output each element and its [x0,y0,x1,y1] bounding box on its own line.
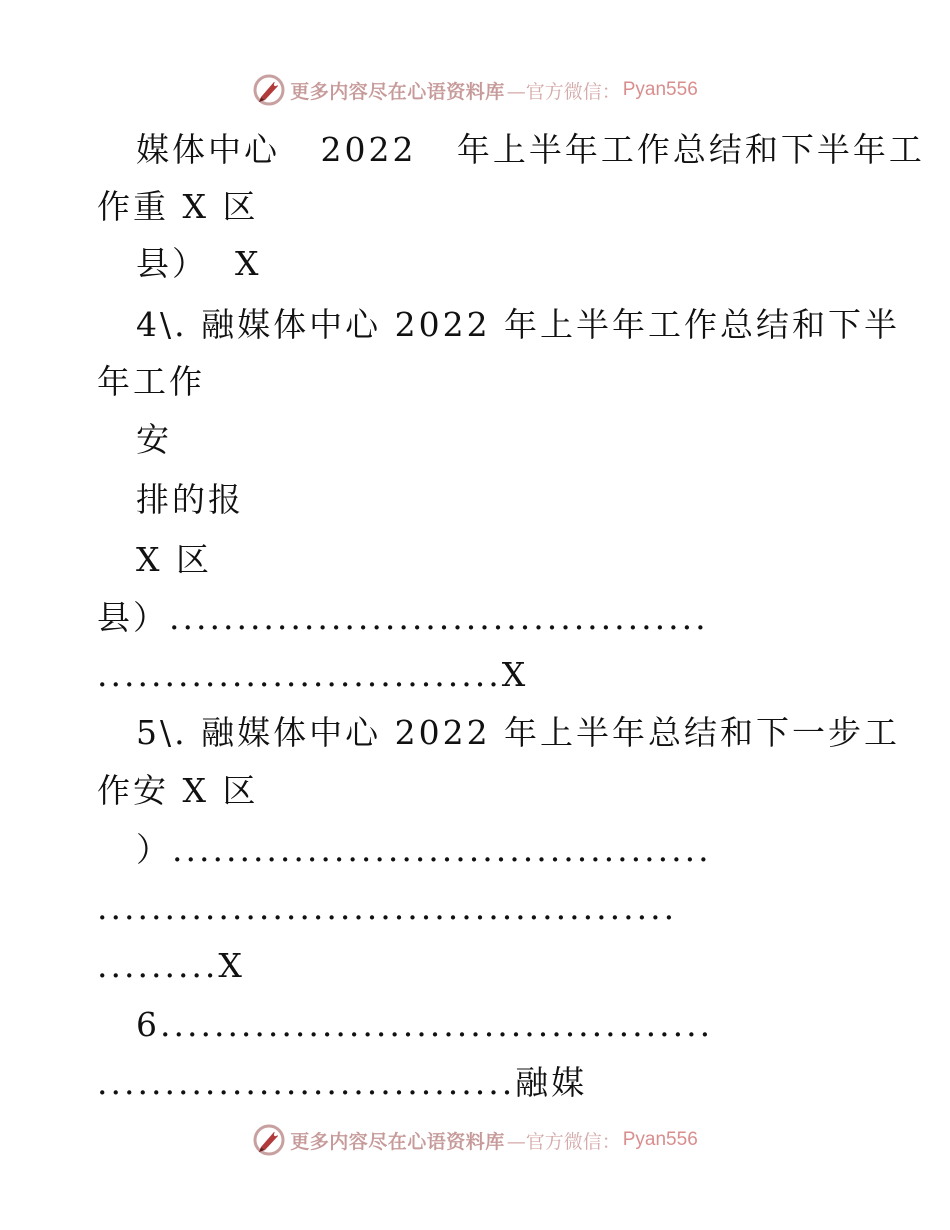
text-line: 年工作 [97,362,205,401]
text-line: ..............................X [97,655,529,694]
text-line: 5\. 融媒体中心 2022 年上半年总结和下一步工 [136,713,901,752]
watermark-text-wechat: —官方微信： [506,1130,621,1153]
pen-logo-icon [252,1123,286,1157]
watermark-text: 更多内容尽在心语资料库 [290,1130,505,1153]
text-line: 媒体中心 2022 年上半年工作总结和下半年工 [136,130,925,169]
footer-watermark [0,1120,950,1160]
watermark-text: 更多内容尽在心语资料库 [290,80,505,103]
watermark-wechat-id: Pyan556 [622,1129,698,1150]
text-line: 作安 X 区 [97,771,259,810]
text-line: 县）........................................ [97,598,709,637]
text-line: ........................................... [97,888,678,927]
text-line: 安 [136,420,172,459]
text-line: 县） X [136,244,262,283]
watermark-wechat-id: Pyan556 [622,79,698,100]
text-line: 排的报 [136,480,244,519]
text-line: ）........................................ [136,830,712,869]
text-line: 6......................................... [136,1005,714,1044]
text-line: X 区 [136,540,212,579]
text-line: ...............................融媒 [97,1063,588,1102]
text-line: 4\. 融媒体中心 2022 年上半年工作总结和下半 [136,305,901,344]
text-line: 作重 X 区 [97,187,259,226]
text-line: .........X [97,946,245,985]
watermark-text-wechat: —官方微信： [506,80,621,103]
